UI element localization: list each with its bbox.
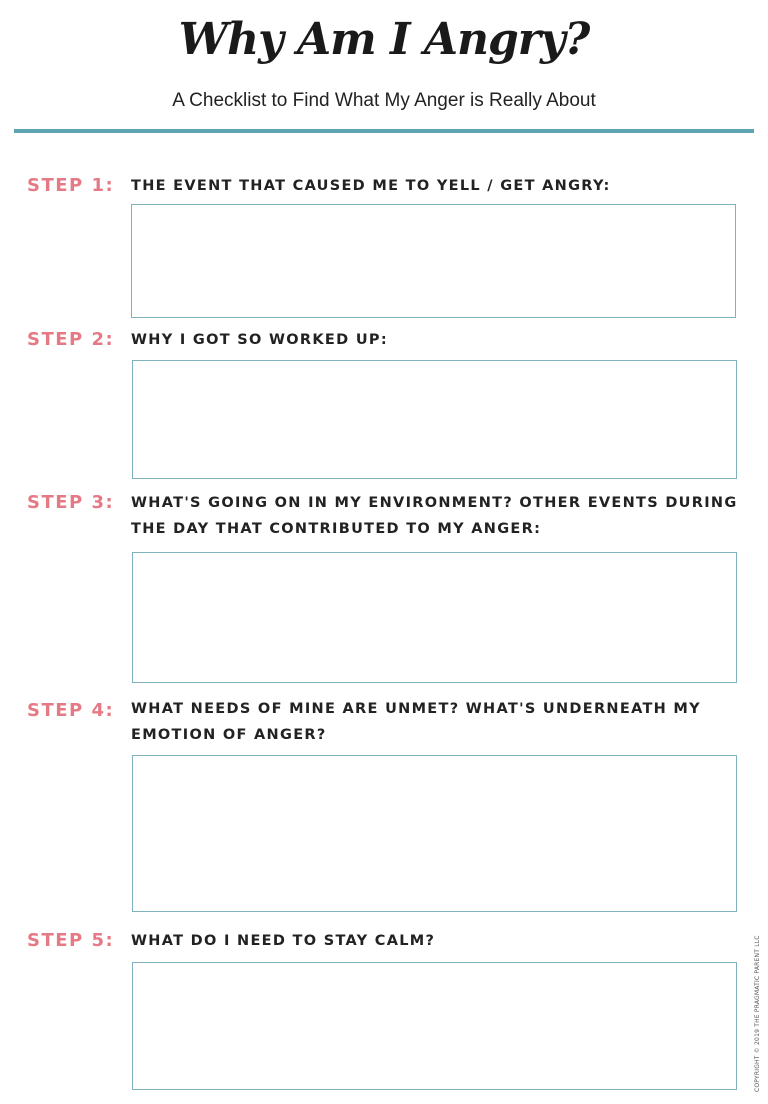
step-2-answer-box[interactable] (132, 360, 737, 479)
copyright-notice: COPYRIGHT © 2019 THE PRAGMATIC PARENT LLC (754, 935, 761, 1092)
step-5-answer-box[interactable] (132, 962, 737, 1090)
step-1-label: STEP 1: (27, 175, 115, 196)
page-title: Why Am I Angry? (178, 14, 590, 65)
step-4-label: STEP 4: (27, 700, 115, 721)
step-3-question: WHAT'S GOING ON IN MY ENVIRONMENT? OTHER EVENTS DURING THE DAY THAT CONTRIBUTED TO MY ANGER: (131, 495, 738, 537)
step-4-answer-box[interactable] (132, 755, 737, 912)
step-3-answer-box[interactable] (132, 552, 737, 683)
step-2-label: STEP 2: (27, 329, 115, 350)
header-divider (14, 129, 754, 133)
step-2-question: WHY I GOT SO WORKED UP: (131, 332, 388, 348)
step-1-question: THE EVENT THAT CAUSED ME TO YELL / GET ANGRY: (131, 178, 611, 194)
step-4-question: WHAT NEEDS OF MINE ARE UNMET? WHAT'S UNDERNEATH MY EMOTION OF ANGER? (131, 701, 701, 743)
step-3-label: STEP 3: (27, 492, 115, 513)
step-5-question: WHAT DO I NEED TO STAY CALM? (131, 933, 436, 949)
step-5-label: STEP 5: (27, 930, 115, 951)
page-subtitle: A Checklist to Find What My Anger is Really About (172, 90, 596, 111)
step-1-answer-box[interactable] (131, 204, 736, 318)
